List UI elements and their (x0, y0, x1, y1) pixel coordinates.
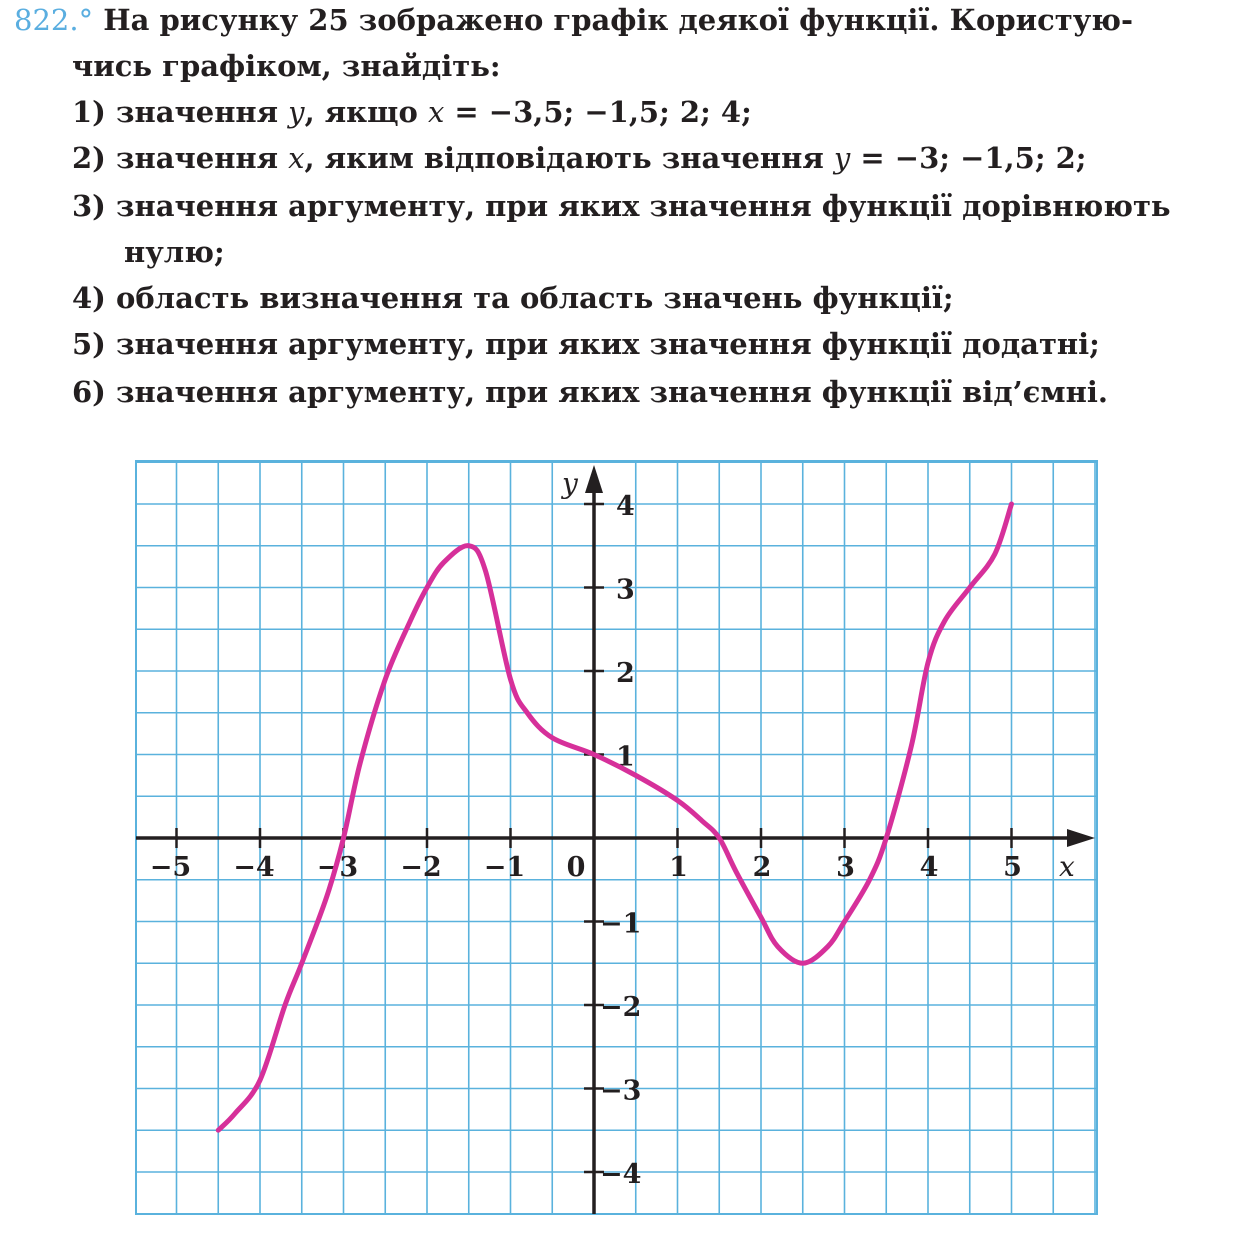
y-tick-label: 3 (616, 574, 635, 606)
problem-intro-line1: На рисунку 25 зображено графік деякої функції. Користую- (103, 3, 1134, 37)
curve-layer (218, 504, 1011, 1130)
y-axis-label: y (562, 467, 578, 500)
x-tick-label: 2 (752, 852, 772, 883)
problem-number: 822.° (14, 3, 94, 37)
item2-values: = −3; −1,5; 2; (850, 141, 1087, 175)
y-tick-label: −2 (600, 992, 642, 1023)
x-axis-arrow (1067, 829, 1095, 847)
item2-mid: , яким відповідають значення (304, 141, 834, 175)
item1-var-x: x (427, 95, 445, 129)
x-tick-label: −1 (483, 852, 526, 883)
x-tick-label: 4 (919, 852, 939, 883)
x-tick-label: −4 (233, 852, 275, 883)
item1-mid: , якщо (304, 95, 428, 129)
y-tick-label: −1 (600, 908, 642, 940)
problem-item-3-cont: нулю; (124, 235, 225, 269)
item2-var-y: y (833, 141, 851, 175)
x-tick-label: 3 (836, 852, 855, 883)
item2-var-x: x (288, 141, 305, 175)
x-tick-label: 5 (1003, 852, 1022, 883)
x-tick-label: 1 (669, 852, 688, 883)
y-axis-arrow (585, 465, 603, 493)
tick-labels (150, 467, 1075, 1190)
problem-item-5: 5) значення аргументу, при яких значення функції додатні; (72, 327, 1100, 361)
y-tick-label: −3 (600, 1075, 642, 1107)
x-tick-label: 0 (566, 852, 586, 883)
problem-intro-line2: чись графіком, знайдіть: (72, 49, 501, 83)
y-tick-label: 4 (616, 491, 635, 522)
y-tick-label: −4 (600, 1159, 642, 1190)
x-tick-label: −5 (149, 852, 192, 883)
x-tick-label: −3 (316, 852, 359, 883)
function-curve (218, 504, 1011, 1130)
item1-text: 1) значення (72, 95, 289, 129)
problem-item-3: 3) значення аргументу, при яких значення функції дорівнюють (72, 189, 1171, 223)
item1-values: = −3,5; −1,5; 2; 4; (444, 95, 752, 129)
y-tick-label: 2 (616, 658, 635, 689)
item1-var-y: y (288, 95, 305, 129)
x-tick-label: −2 (400, 852, 442, 883)
x-axis-label: x (1059, 850, 1075, 883)
problem-item-4: 4) область визначення та область значень функції; (72, 281, 954, 315)
y-tick-label: 1 (616, 741, 635, 773)
problem-item-6: 6) значення аргументу, при яких значення функції від’ємні. (72, 375, 1108, 409)
item2-text: 2) значення (72, 141, 289, 175)
